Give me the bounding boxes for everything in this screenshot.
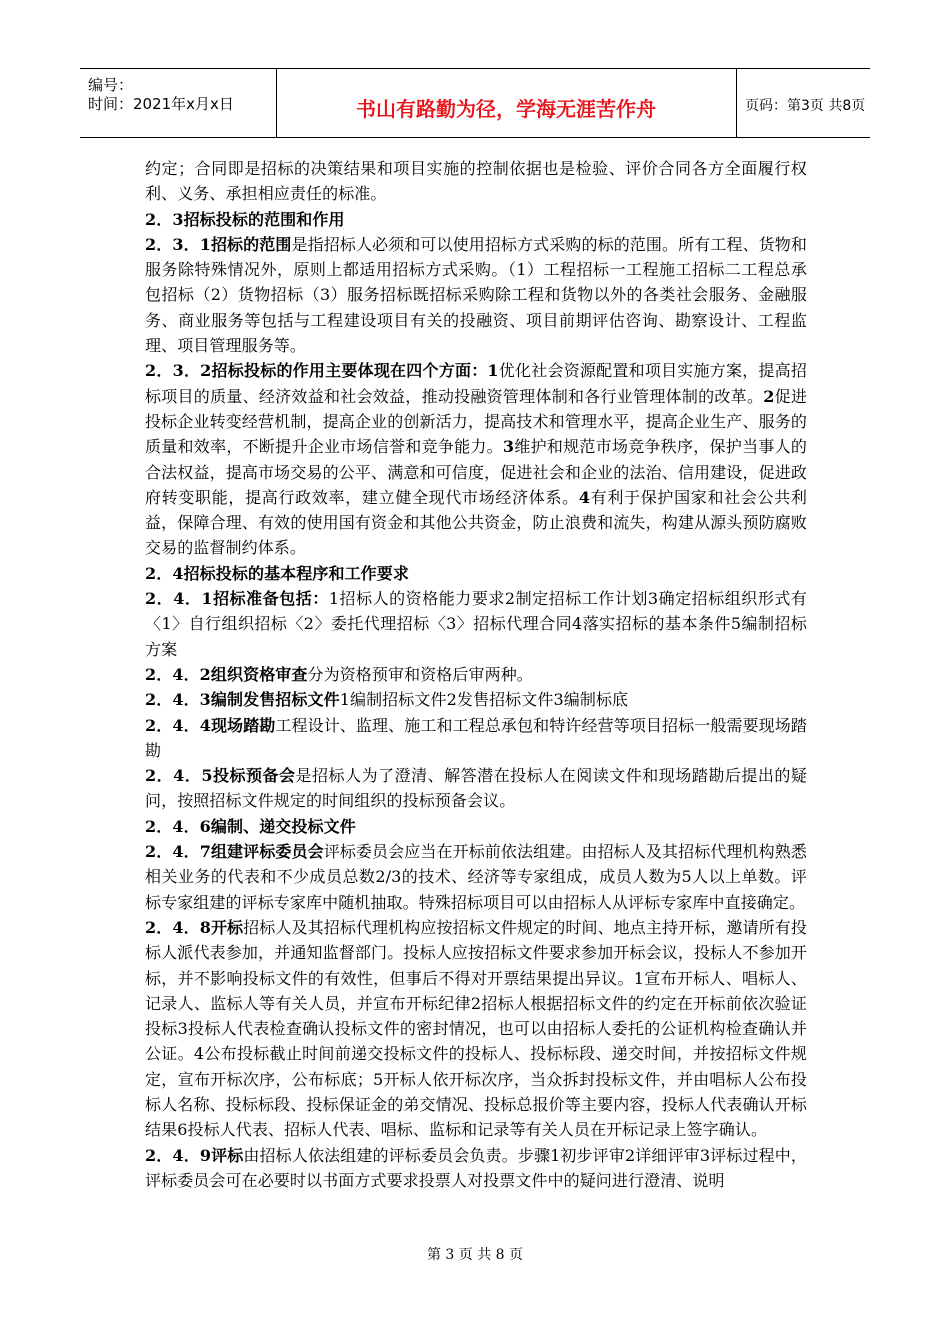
list-number: 2 [763, 386, 775, 406]
section-title-2-4-2: 2．4．2组织资格审查 [145, 664, 308, 684]
paragraph-2-4-3 [145, 687, 807, 712]
paragraph-2-4-8 [145, 915, 807, 1143]
list-number: 3 [502, 437, 515, 457]
section-text-2-4-5: 是招标人为了澄清、解答潜在投标人在阅读文件和现场踏勘后提出的疑问，按照招标文件规定的时间组织的投标预备会议。 [145, 766, 807, 811]
list-number: 4 [578, 487, 591, 507]
paragraph-2-4-2 [145, 662, 807, 687]
section-title-2-3-1: 2．3．1招标的范围 [145, 234, 292, 254]
document-body [145, 156, 807, 1193]
header-motto-cell [276, 69, 737, 137]
list-text: 维护和规范市场竞争秩序，保护当事人的合法权益，提高市场交易的公平、满意和可信度，促进社会和企业的法治、信用建设，促进政府转变职能，提高行政效率，建立健全现代市场经济体系。 [145, 437, 807, 507]
section-title-2-4-9: 2．4．9评标 [145, 1145, 244, 1165]
header-info-cell [80, 69, 277, 137]
list-text: 有利于保护国家和社会公共利益，保障合理、有效的使用国有资金和其他公共资金，防止浪费和流失，构建从源头预防腐败交易的监督制约体系。 [145, 487, 807, 558]
section-heading-2-3: 2．3招标投标的范围和作用 [145, 209, 345, 229]
list-text: 促进投标企业转变经营机制，提高企业的创新活力，提高技术和管理水平，提高企业生产、服务的质量和效率，不断提升企业市场信誉和竞争能力。 [145, 386, 807, 457]
section-title-2-4-4: 2．4．4现场踏勘 [145, 715, 276, 735]
section-title-2-4-8: 2．4．8开标 [145, 917, 244, 937]
paragraph-2-4-1 [145, 586, 807, 662]
paragraph-2-4-7 [145, 839, 807, 915]
section-text-2-4-7: 评标委员会应当在开标前依法组建。由招标人及其招标代理机构熟悉相关业务的代表和不少成员总数2/3的技术、经济等专家组成，成员人数为5人以上单数。评标专家组建的评标专家库中随机抽取。特殊招标项目可以由招标人从评标专家库中直接确定。 [145, 842, 807, 912]
section-text-2-4-4: 工程设计、监理、施工和工程总承包和特许经营等项目招标一般需要现场踏勘 [145, 715, 807, 760]
section-text-2-3-1: 是指招标人必须和可以使用招标方式采购的标的范围。所有工程、货物和服务除特殊情况外，原则上都适用招标方式采购。（1）工程招标一工程施工招标二工程总承包招标（2）货物招标（3）服务招标既招标采购除工程和货物以外的各类社会服务、金融服务、商业服务等包括与工程建设项目有关的投融资、项目前期评估咨询、勘察设计、工程监理、项目管理服务等。 [145, 234, 807, 356]
paragraph-2-4-4 [145, 713, 807, 764]
section-text-2-4-1: 1招标人的资格能力要求2制定招标工作计划3确定招标组织形式有〈1〉自行组织招标〈2〉委托代理招标〈3〉招标代理合同4落实招标的基本条件5编制招标方案 [145, 589, 807, 659]
document-number-label: 编号： [88, 76, 134, 94]
section-text-2-4-8: 招标人及其招标代理机构应按招标文件规定的时间、地点主持开标，邀请所有投标人派代表参加，并通知监督部门。投标人应按招标文件要求参加开标会议，投标人不参加开标，并不影响投标文件的有效性，但事后不得对开票结果提出异议。1宣布开标人、唱标人、记录人、监标人等有关人员，并宣布开标纪律2招标人根据招标文件的约定在开标前依次验证投标3投标人代表检查确认投标文件的密封情况，也可以由招标人委托的公证机构检查确认并公证。4公布投标截止时间前递交投标文件的投标人、投标标段、递交时间，并按招标文件规定，宣布开标次序，公布标底；5开标人依开标次序，当众拆封投标文件，并由唱标人公布投标人名称、投标标段、投标保证金的弟交情况、投标总报价等主要内容，投标人代表确认开标结果6投标人代表、招标人代表、唱标、监标和记录等有关人员在开标记录上签字确认。 [145, 917, 807, 1140]
section-text-2-4-3: 1编制招标文件2发售招标文件3编制标底 [339, 690, 629, 710]
paragraph-2-3-2 [145, 358, 807, 560]
section-title-2-4-7: 2．4．7组建评标委员会 [145, 842, 324, 862]
section-title-2-3-2: 2．3．2招标投标的作用主要体现在四个方面： [145, 361, 488, 381]
section-title-2-4-1: 2．4．1招标准备包括： [145, 589, 329, 609]
section-title-2-4-5: 2．4．5投标预备会 [145, 766, 296, 786]
header-page-cell [737, 69, 870, 137]
paragraph-2-3-1 [145, 232, 807, 358]
document-time-label: 时间：2021年x月x日 [88, 95, 234, 113]
section-text-2-4-9: 由招标人依法组建的评标委员会负责。步骤1初步评审2详细评审3评标过程中，评标委员会可在必要时以书面方式要求投票人对投票文件中的疑问进行澄清、说明 [145, 1145, 807, 1190]
page-header [80, 68, 870, 138]
list-text: 优化社会资源配置和项目实施方案，提高招标项目的质量、经济效益和社会效益，推动投融资管理体制和各行业管理体制的改革。 [145, 361, 807, 406]
section-title-2-4-3: 2．4．3编制发售招标文件 [145, 690, 340, 710]
header-motto: 书山有路勤为径，学海无涯苦作舟 [356, 97, 656, 121]
section-text-2-4-2: 分为资格预审和资格后审两种。 [307, 664, 533, 684]
section-heading-2-4: 2．4招标投标的基本程序和工作要求 [145, 563, 409, 583]
page-footer: 第 3 页 共 8 页 [426, 1247, 524, 1263]
list-number: 1 [487, 361, 499, 381]
paragraph-2-4-5 [145, 763, 807, 814]
section-title-2-4-6: 2．4．6编制、递交投标文件 [145, 816, 356, 836]
paragraph-contract: 约定；合同即是招标的决策结果和项目实施的控制依据也是检验、评价合同各方全面履行权利、义务、承担相应责任的标准。 [145, 159, 807, 204]
header-page-number: 页码：第3页 共8页 [745, 98, 866, 114]
paragraph-2-4-9 [145, 1143, 807, 1194]
